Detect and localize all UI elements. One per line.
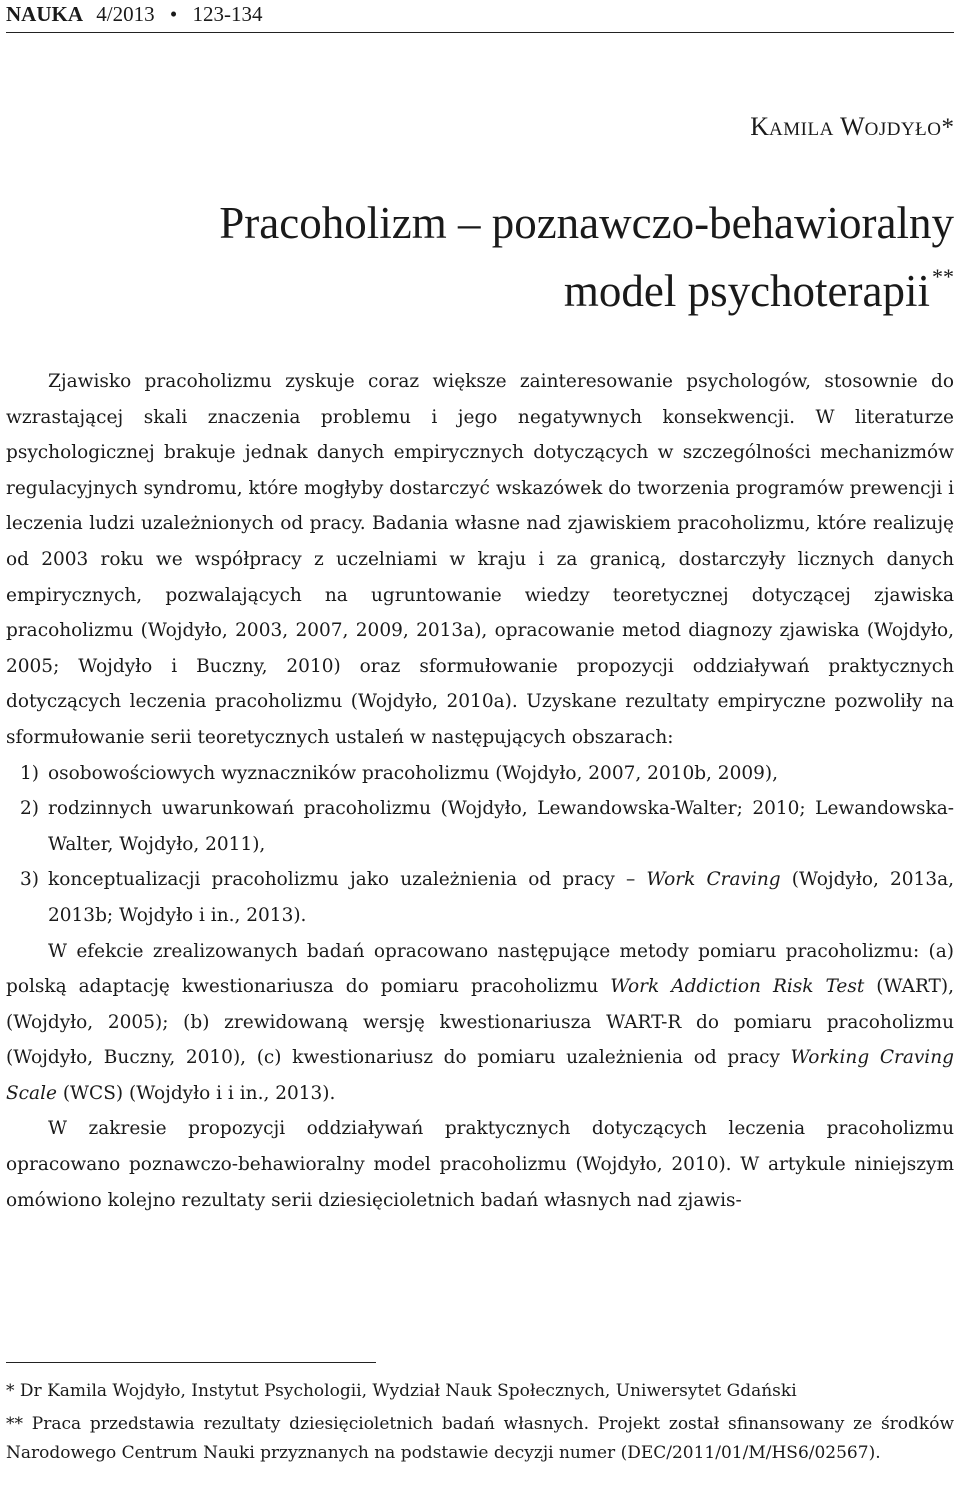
page-range: 123-134 (192, 2, 263, 26)
title-footnote-marker: ** (932, 264, 954, 289)
article-title (219, 196, 954, 318)
footnote-divider (6, 1362, 376, 1363)
title-line-1: Pracoholizm – poznawczo-behawioralny (219, 198, 954, 248)
abstract-paragraph-2: W efekcie zrealizowanych badań opracowano następujące metody pomiaru pracoholizmu: (a) polską adaptację kwestionariusza do pomiaru pracoholizmu Work Addiction Risk Test (WART), (Wojdyło, 2005); (b) zrewidowaną wersję kwestionariusza WART-R do pomiaru pracoholizmu (Wojdyło, Buczny, 2010), (c) kwestionariusz do pomiaru uzależnienia od pracy Working Craving Scale (WCS) (Wojdyło i i in., 2013). (6, 940, 954, 1104)
list-item: 2) rodzinnych uwarunkowań pracoholizmu (Wojdyło, Lewandowska-Walter; 2010; Lewandowska-Walter, Wojdyło, 2011), (20, 798, 954, 855)
abstract-paragraph-1: Zjawisko pracoholizmu zyskuje coraz większe zainteresowanie psychologów, stosownie do wzrastającej skali znaczenia problemu i jego negatywnych konsekwencji. W literaturze psychologicznej brakuje jednak danych empirycznych dotyczących w szczególności mechanizmów regulacyjnych syndromu, które mogłyby dostarczyć wskazówek do tworzenia programów prewencji i leczenia ludzi uzależnionych od pracy. Badania własne nad zjawiskiem pracoholizmu, które realizuję od 2003 roku we współpracy z uczelniami w kraju i za granicą, dostarczyły licznych danych empirycznych, pozwalających na ugruntowanie wiedzy teoretycznej dotyczącej zjawiska pracoholizmu (Wojdyło, 2003, 2007, 2009, 2013a), opracowanie metod diagnozy zjawiska (Wojdyło, 2005; Wojdyło i Buczny, 2010) oraz sformułowanie propozycji oddziaływań praktycznych dotyczących leczenia pracoholizmu (Wojdyło, 2010a). Uzyskane rezultaty empiryczne pozwoliły na sformułowanie serii teoretycznych ustaleń w następujących obszarach: (6, 371, 954, 748)
footnote-author: * Dr Kamila Wojdyło, Instytut Psychologii, Wydział Nauk Społecznych, Uniwersytet Gdański (6, 1381, 797, 1401)
footnote-funding: ** Praca przedstawia rezultaty dziesięcioletnich badań własnych. Projekt został sfinansowany ze środków Narodowego Centrum Nauki przyznanych na podstawie decyzji numer (DEC/2011/01/M/HS6/02567). (6, 1414, 954, 1463)
list-item: 1) osobowościowych wyznaczników pracoholizmu (Wojdyło, 2007, 2010b, 2009), (20, 762, 778, 784)
header-separator: • (169, 2, 178, 26)
footnotes (6, 1377, 954, 1472)
abstract (6, 364, 954, 1218)
author-footnote-marker: * (941, 114, 954, 141)
running-header (6, 2, 954, 33)
findings-list (6, 756, 954, 934)
journal-name: NAUKA (6, 2, 83, 26)
issue-number: 4/2013 (96, 2, 155, 26)
title-line-2: model psychoterapii** (563, 264, 954, 316)
author-name: KAMILA WOJDYŁO* (750, 112, 954, 141)
list-item: 3) konceptualizacji pracoholizmu jako uzależnienia od pracy – Work Craving (Wojdyło, 2013a, 2013b; Wojdyło i in., 2013). (20, 869, 954, 926)
abstract-paragraph-3: W zakresie propozycji oddziaływań praktycznych dotyczących leczenia pracoholizmu opracowano poznawczo-behawioralny model pracoholizmu (Wojdyło, 2010). W artykule niniejszym omówiono kolejno rezultaty serii dziesięcioletnich badań własnych nad zjawis- (6, 1118, 954, 1211)
